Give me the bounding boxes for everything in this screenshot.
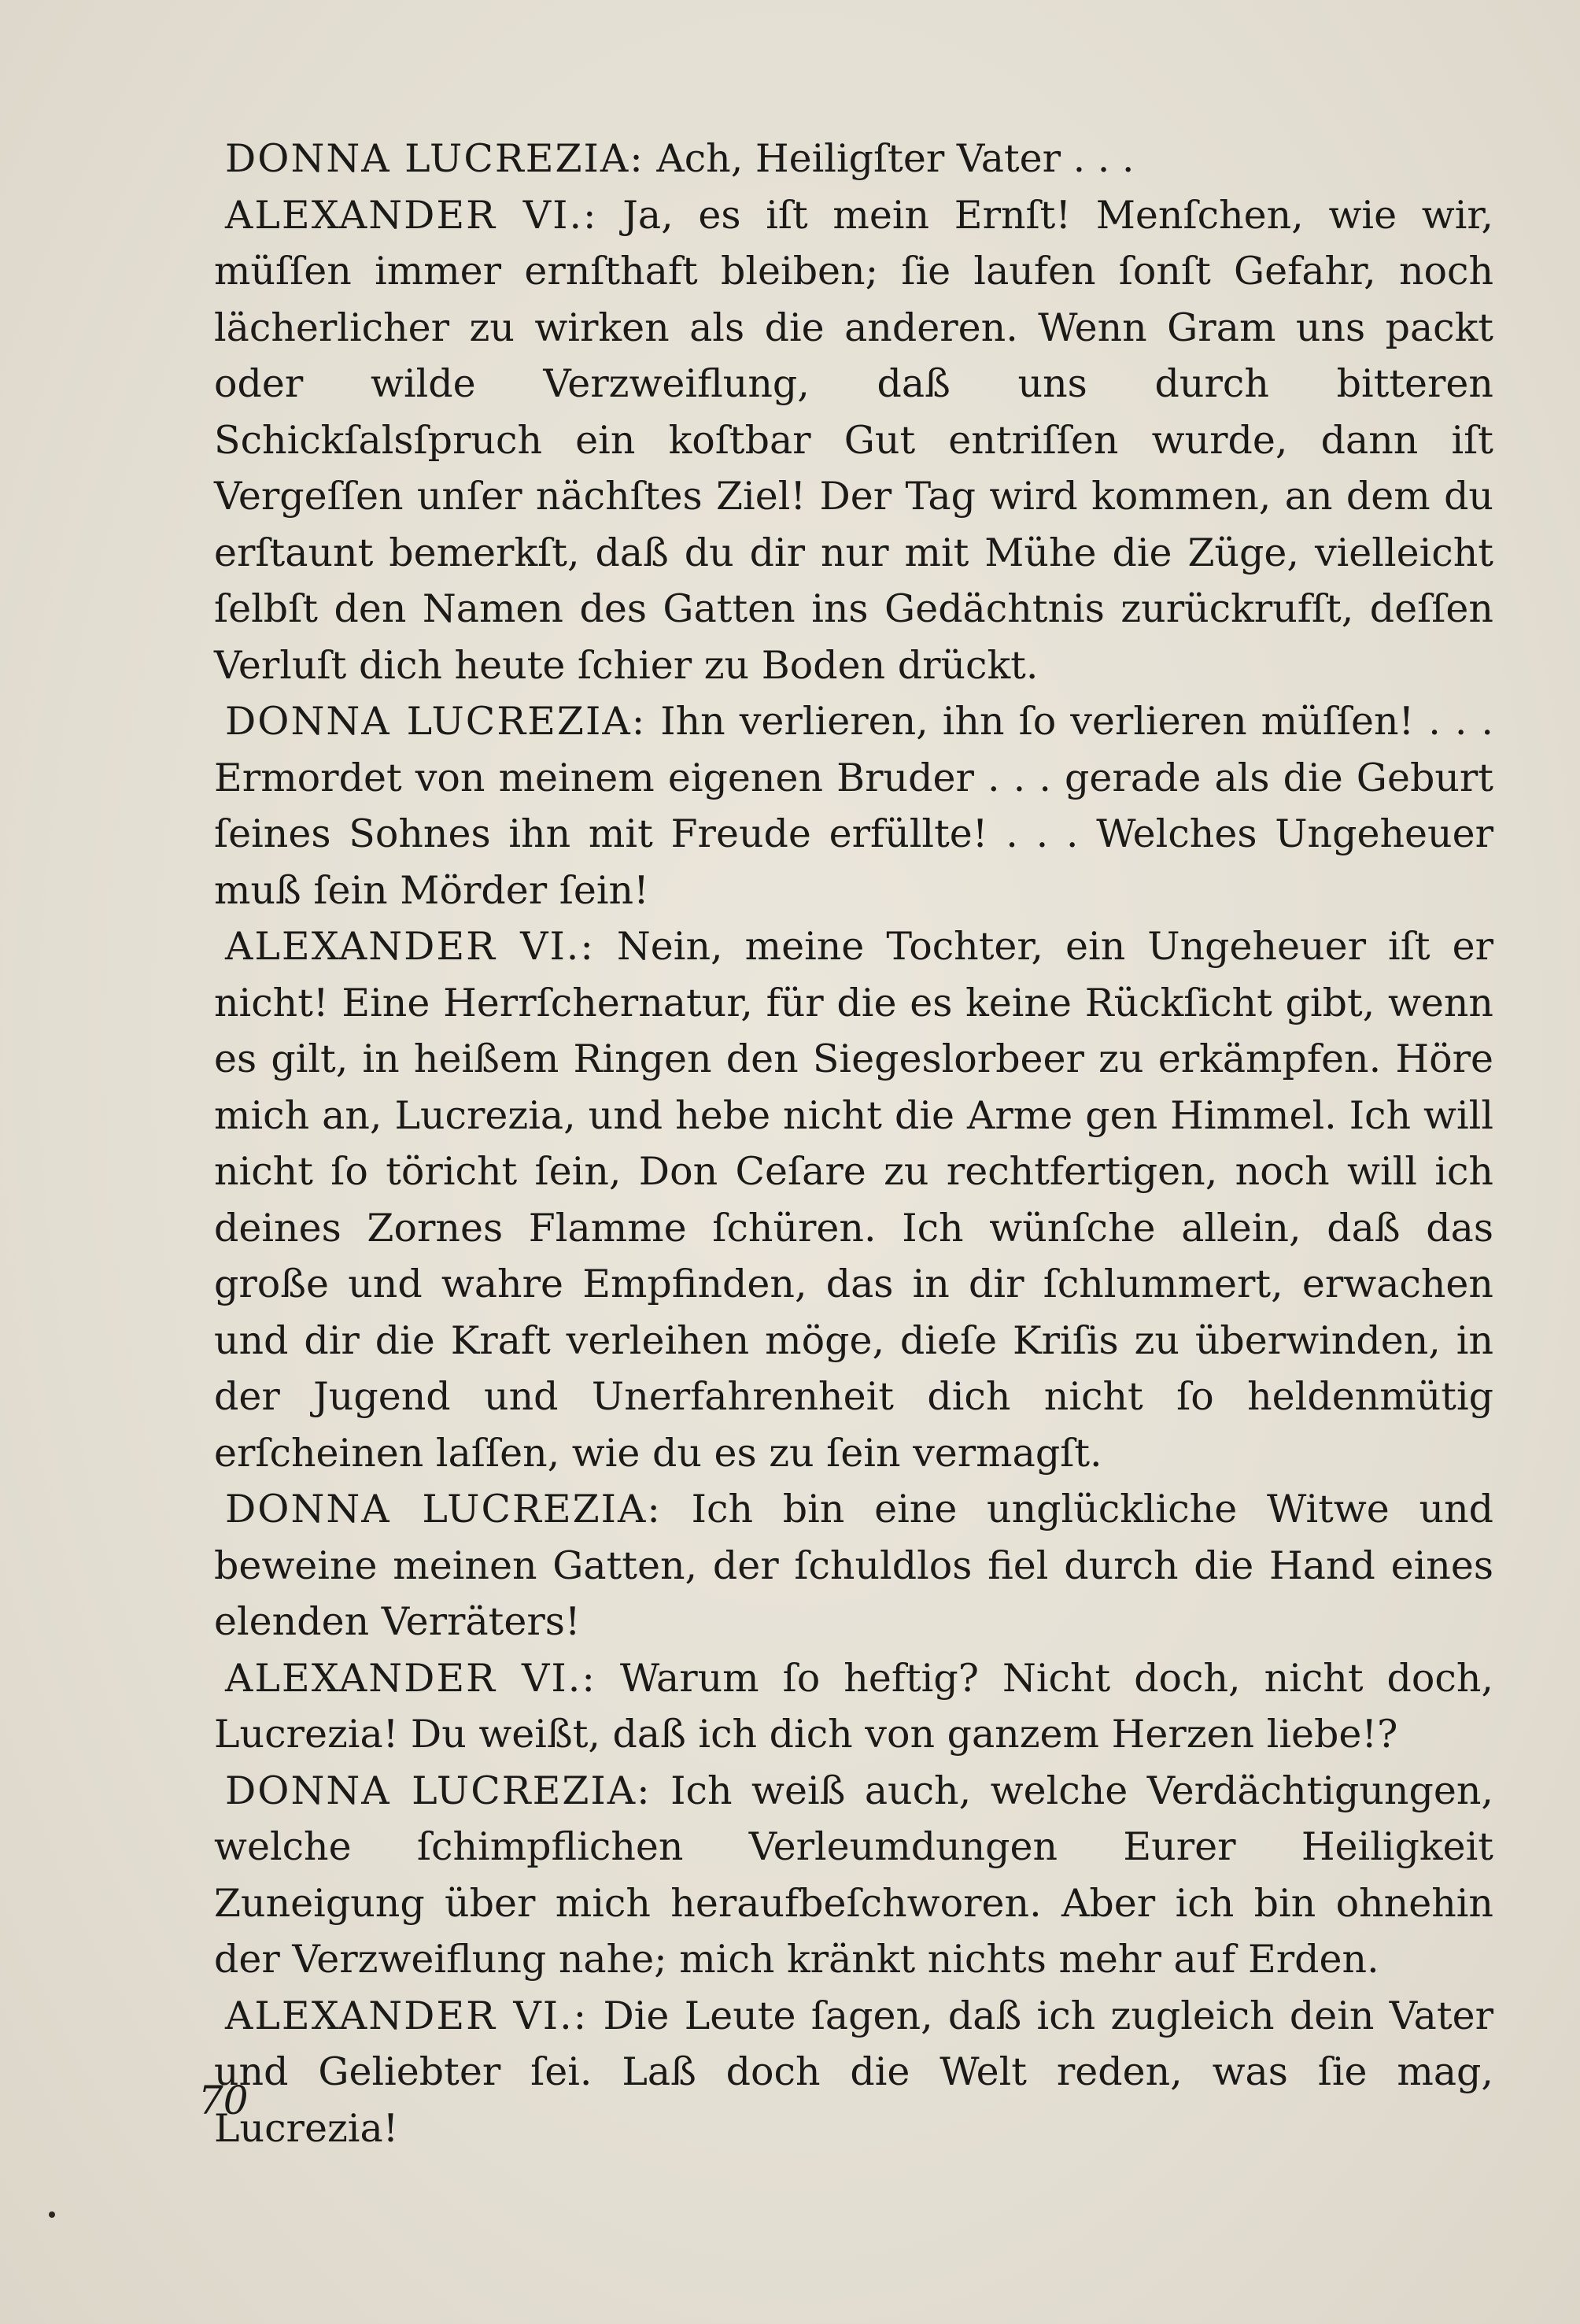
dialogue-paragraph xyxy=(214,187,1493,694)
dialogue-paragraph xyxy=(214,1650,1493,1763)
ink-speck xyxy=(49,2211,55,2218)
speaker-name: ALEXANDER VI.: xyxy=(225,192,598,238)
dialogue-paragraph xyxy=(214,1988,1493,2157)
speech-text: Ach, Heiligſter Vater . . . xyxy=(644,136,1135,181)
speech-text: Ich bin eine unglückliche Witwe und beweine meinen Gatten, der ſchuldlos fiel durch die Hand eines elenden Verräters! xyxy=(214,1487,1493,1644)
speaker-name: ALEXANDER VI.: xyxy=(225,1655,596,1701)
dialogue-paragraph xyxy=(214,693,1493,918)
speech-text: Die Leute ſagen, daß ich zugleich dein Vater und Geliebter ſei. Laß doch die Welt reden, was ſie mag, Lucrezia! xyxy=(214,1993,1493,2151)
speaker-name: DONNA LUCREZIA: xyxy=(225,1487,662,1531)
speech-text: Nein, meine Tochter, ein Ungeheuer iſt er nicht! Eine Herrſchernatur, für die es keine Rückſicht gibt, wenn es gilt, in heißem Ringen den Siegeslorbeer zu erkämpfen. Höre mich an, Lucrezia, und hebe nicht die Arme gen Himmel. Ich will nicht ſo töricht ſein, Don Ceſare zu rechtfertigen, noch will ich deines Zornes Flamme ſchüren. Ich wünſche allein, daß das große und wahre Empfinden, das in dir ſchlummert, erwachen und dir die Kraft verleihen möge, dieſe Kriſis zu überwinden, in der Jugend und Unerfahrenheit dich nicht ſo heldenmütig erſcheinen laſſen, wie du es zu ſein vermagſt. xyxy=(214,924,1493,1476)
speech-text: Warum ſo heftig? Nicht doch, nicht doch, Lucrezia! Du weißt, daß ich dich von ganzem Herzen liebe!? xyxy=(214,1655,1493,1757)
speaker-name: ALEXANDER VI.: xyxy=(225,1993,589,2038)
speaker-name: DONNA LUCREZIA: xyxy=(225,136,644,181)
dialogue-paragraph xyxy=(214,131,1493,187)
speaker-name: DONNA LUCREZIA: xyxy=(225,699,647,744)
speech-text: Ihn verlieren, ihn ſo verlieren müſſen! . . . Ermordet von meinem eigenen Bruder . . . gerade als die Geburt ſeines Sohnes ihn mit Freude erfüllte! . . . Welches Ungeheuer muß ſein Mörder ſein! xyxy=(214,699,1493,913)
dialogue-paragraph xyxy=(214,918,1493,1481)
page-number: 70 xyxy=(198,2078,249,2123)
speech-text: Ja, es iſt mein Ernſt! Menſchen, wie wir, müſſen immer ernſthaft bleiben; ſie laufen ſonſt Gefahr, noch lächerlicher zu wirken als die anderen. Wenn Gram uns packt oder wilde Verzweiflung, daß uns durch bitteren Schickſalsſpruch ein koſtbar Gut entriſſen wurde, dann iſt Vergeſſen unſer nächſtes Ziel! Der Tag wird kommen, an dem du erſtaunt bemerkſt, daß du dir nur mit Mühe die Züge, vielleicht ſelbſt den Namen des Gatten ins Gedächtnis zurückrufſt, deſſen Verluſt dich heute ſchier zu Boden drückt. xyxy=(214,192,1493,688)
dialogue-paragraph xyxy=(214,1481,1493,1650)
dialogue-text xyxy=(214,131,1493,2156)
speech-text: Ich weiß auch, welche Verdächtigungen, welche ſchimpflichen Verleumdungen Eurer Heiligkeit Zuneigung über mich heraufbeſchworen. Aber ich bin ohnehin der Verzweiflung nahe; mich kränkt nichts mehr auf Erden. xyxy=(214,1768,1493,1982)
speaker-name: ALEXANDER VI.: xyxy=(225,924,595,969)
dialogue-paragraph xyxy=(214,1763,1493,1988)
speaker-name: DONNA LUCREZIA: xyxy=(225,1768,652,1813)
